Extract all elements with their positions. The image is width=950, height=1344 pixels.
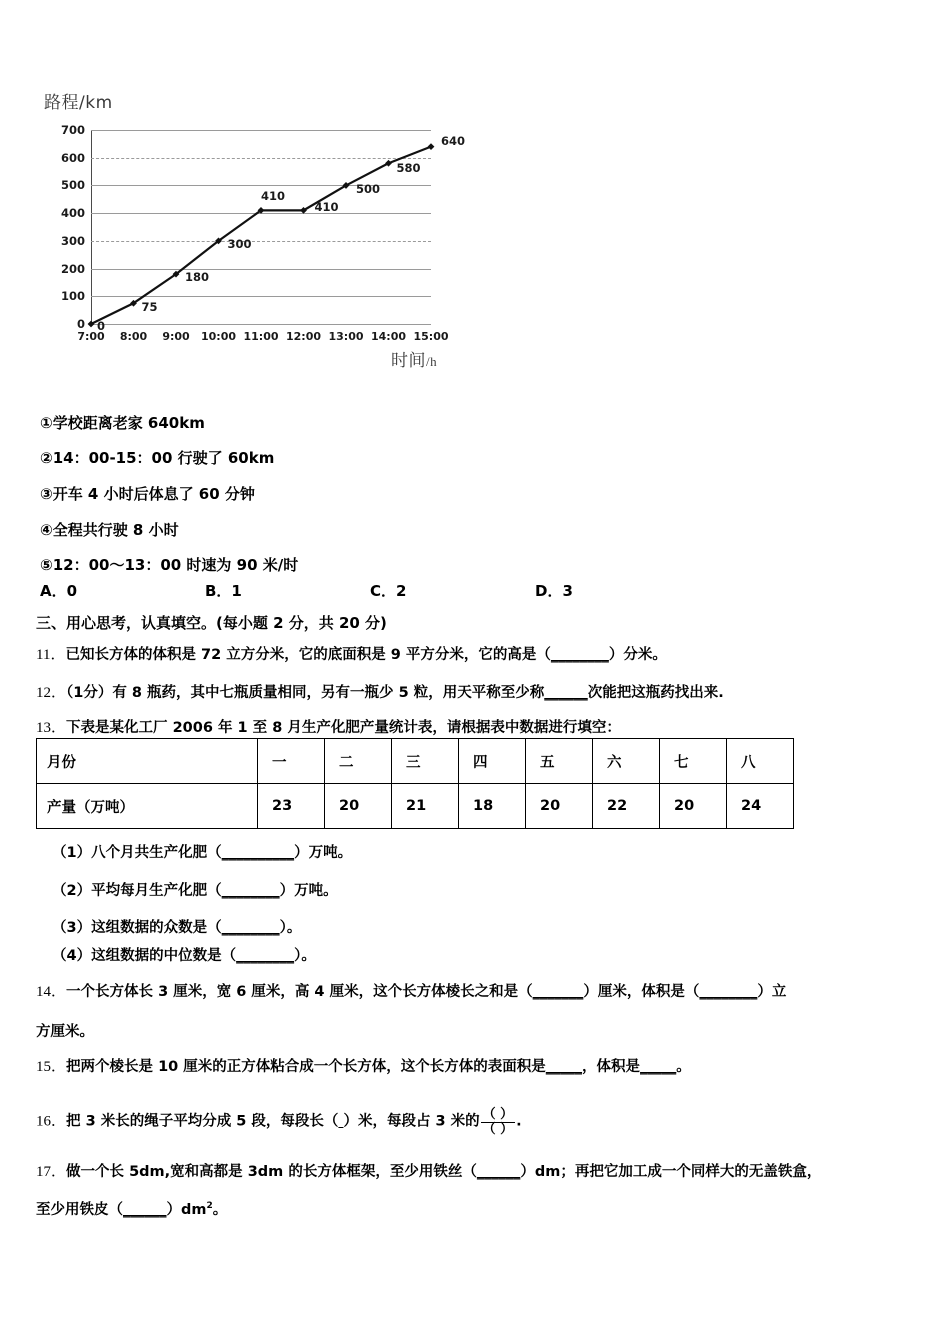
statement-2-text: 14：00‐15：00 行驶了 60km: [52, 449, 275, 467]
table-row-header-output: 产量（万吨）: [37, 784, 258, 829]
question-15-text-a: 把两个棱长是 10 厘米的正方体粘合成一个长方体，这个长方体的表面积是: [66, 1059, 546, 1075]
option-a[interactable]: A．0: [40, 582, 78, 600]
question-16-fraction-denominator[interactable]: （ ）: [482, 1121, 514, 1137]
y-tick-700: 700: [60, 123, 85, 137]
distance-time-chart: [36, 88, 496, 388]
x-axis-title-text: 时间: [391, 351, 426, 371]
question-14-line-1: [36, 980, 786, 1001]
question-13-sub-3-tail: ）。: [279, 920, 302, 936]
question-17-blank-2[interactable]: ______: [123, 1202, 167, 1218]
table-cell-month-1: 一: [258, 739, 325, 784]
question-14-blank-2[interactable]: ________: [699, 984, 758, 1000]
question-14-text-a: 一个长方体长 3 厘米，宽 6 厘米，高 4 厘米，这个长方体棱长之和是（: [66, 984, 533, 1000]
question-17-line-2: [36, 1198, 227, 1219]
table-row-months: [37, 739, 794, 784]
table-row-header-month: 月份: [37, 739, 258, 784]
fertilizer-production-table: [36, 738, 794, 829]
y-tick-0: 0: [76, 317, 85, 331]
statement-2: [40, 447, 274, 468]
data-label-1400: 580: [396, 161, 421, 176]
statement-5: [40, 554, 298, 575]
table-cell-value-1: 23: [258, 784, 325, 829]
statement-3-text: 开车 4 小时后体息了 60 分钟: [52, 485, 255, 503]
y-tick-400: 400: [60, 206, 85, 221]
question-17-text-b: ）dm；再把它加工成一个同样大的无盖铁盒，: [520, 1164, 822, 1180]
question-11-number: 11．: [36, 647, 66, 663]
table-row-output: [37, 784, 794, 829]
question-13-sub-3-blank[interactable]: ________: [221, 920, 280, 936]
statement-5-text: 12：00～13：00 时速为 90 米/时: [52, 556, 299, 574]
question-11-blank[interactable]: ________: [550, 647, 609, 663]
statement-4-text: 全程共行驶 8 小时: [52, 521, 179, 539]
question-17-text-e: 。: [212, 1202, 228, 1218]
question-17-text-c: 至少用铁皮（: [36, 1202, 123, 1218]
x-axis-unit: /h: [426, 354, 438, 369]
question-14-text-b: ）厘米，体积是（: [583, 984, 700, 1000]
data-label-1100: 410: [261, 189, 286, 204]
question-14-line-2: [36, 1020, 94, 1041]
table-cell-month-8: 八: [727, 739, 794, 784]
question-13-sub-3: [52, 916, 301, 937]
statement-3: [40, 483, 255, 504]
statement-4: [40, 519, 179, 540]
table-cell-value-4: 18: [459, 784, 526, 829]
question-15: [36, 1055, 691, 1076]
y-tick-200: 200: [60, 261, 85, 276]
x-tick-800: 8:00: [119, 330, 148, 343]
question-15-blank-2[interactable]: _____: [640, 1059, 677, 1075]
question-13-number: 13．: [36, 720, 67, 736]
question-16-fraction[interactable]: [481, 1108, 516, 1136]
chart-y-axis-title: 路程/km: [44, 93, 113, 113]
table-cell-value-7: 20: [660, 784, 727, 829]
question-11: [36, 643, 667, 664]
table-cell-value-5: 20: [526, 784, 593, 829]
statement-1-marker: ①: [40, 414, 53, 432]
x-tick-1000: 10:00: [200, 330, 237, 343]
data-label-1500: 640: [441, 133, 466, 148]
question-15-text-c: 。: [676, 1059, 691, 1075]
question-16-number: 16．: [36, 1113, 67, 1130]
question-14-text-d: 方厘米。: [36, 1024, 94, 1040]
question-11-text-a: 已知长方体的体积是 72 立方分米，它的底面积是 9 平方分米，它的高是（: [65, 647, 551, 663]
question-15-blank-1[interactable]: _____: [545, 1059, 583, 1075]
x-tick-1500: 15:00: [413, 330, 449, 343]
data-label-1200: 410: [314, 200, 339, 215]
question-17-superscript: 2: [206, 1201, 213, 1212]
option-b[interactable]: B．1: [205, 582, 242, 600]
table-cell-month-2: 二: [325, 739, 392, 784]
question-12-text-b: 次能把这瓶药找出来.: [587, 685, 724, 701]
section-heading-three: 三、用心思考，认真填空。(每小题 2 分，共 20 分): [36, 614, 387, 632]
question-13-sub-2: [52, 879, 338, 900]
table-cell-value-8: 24: [727, 784, 794, 829]
question-13-sub-4-label: （4）这组数据的中位数是（: [52, 948, 237, 964]
question-13-sub-2-tail: ）万吨。: [279, 883, 338, 899]
statement-1-text: 学校距离老家 640km: [52, 414, 205, 432]
question-13-sub-2-label: （2）平均每月生产化肥（: [52, 883, 222, 899]
table-cell-value-6: 22: [593, 784, 660, 829]
data-label-1000: 300: [227, 236, 252, 251]
question-14-number: 14．: [36, 984, 67, 1000]
table-cell-value-3: 21: [392, 784, 459, 829]
x-tick-1400: 14:00: [370, 330, 407, 343]
data-label-800: 75: [141, 300, 158, 315]
question-17-text-d: ）dm: [166, 1202, 207, 1218]
chart-plot-area: [60, 123, 466, 343]
question-12-number: 12．: [36, 685, 67, 701]
question-17-text-a: 做一个长 5dm,宽和高都是 3dm 的长方体框架，至少用铁丝（: [66, 1164, 477, 1180]
data-label-700: 0: [97, 319, 106, 333]
table-cell-month-3: 三: [392, 739, 459, 784]
question-12: [36, 681, 724, 702]
question-11-text-b: ）分米。: [608, 647, 667, 663]
question-15-text-b: ，体积是: [582, 1059, 641, 1075]
option-d[interactable]: D．3: [535, 582, 573, 600]
question-13-sub-4: [52, 944, 316, 965]
y-tick-600: 600: [60, 150, 85, 165]
chart-series-line: [91, 130, 431, 324]
data-label-1300: 500: [356, 182, 381, 197]
question-16: [36, 1108, 522, 1136]
question-17-number: 17．: [36, 1164, 67, 1180]
x-tick-1300: 13:00: [328, 330, 364, 343]
table-cell-month-4: 四: [459, 739, 526, 784]
question-13-sub-4-tail: ）。: [294, 948, 316, 964]
question-16-text-c: .: [516, 1113, 522, 1130]
x-tick-900: 9:00: [162, 330, 190, 343]
x-tick-1100: 11:00: [243, 330, 279, 343]
question-15-number: 15．: [36, 1059, 67, 1075]
question-12-blank[interactable]: ______: [544, 685, 588, 701]
table-cell-month-7: 七: [660, 739, 727, 784]
table-cell-value-2: 20: [325, 784, 392, 829]
statement-2-marker: ②: [40, 449, 53, 467]
statement-5-marker: ⑤: [40, 556, 53, 574]
question-16-text-b: ）米，每段占 3 米的: [343, 1113, 480, 1130]
y-tick-300: 300: [60, 233, 85, 248]
question-16-fraction-numerator[interactable]: （ ）: [482, 1107, 514, 1122]
question-12-text-a: （1分）有 8 瓶药，其中七瓶质量相同，另有一瓶少 5 粒，用天平称至少称: [66, 685, 545, 701]
table-cell-month-6: 六: [593, 739, 660, 784]
question-13: [36, 716, 621, 737]
question-13-sub-1-tail: ）万吨。: [294, 845, 353, 861]
y-tick-500: 500: [60, 178, 85, 193]
data-point-1500: [428, 143, 435, 150]
gridline-0: [91, 324, 431, 325]
x-tick-700: 7:00: [77, 330, 105, 343]
table-cell-month-5: 五: [526, 739, 593, 784]
question-13-text: 下表是某化工厂 2006 年 1 至 8 月生产化肥产量统计表，请根据表中数据进行填空：: [66, 720, 621, 736]
y-tick-100: 100: [60, 289, 85, 304]
question-13-sub-1-blank[interactable]: __________: [221, 845, 295, 861]
question-13-sub-1-label: （1）八个月共生产化肥（: [52, 845, 222, 861]
chart-x-axis-title: [391, 346, 437, 371]
question-14-blank-1[interactable]: _______: [532, 984, 584, 1000]
option-c[interactable]: C．2: [370, 582, 407, 600]
data-label-900: 180: [185, 270, 210, 285]
question-13-sub-1: [52, 841, 352, 862]
question-17-line-1: [36, 1160, 821, 1181]
statement-1: [40, 412, 205, 433]
question-17-blank-1[interactable]: ______: [476, 1164, 521, 1180]
question-13-sub-2-blank[interactable]: ________: [221, 883, 280, 899]
question-13-sub-4-blank[interactable]: ________: [236, 948, 295, 964]
answer-options: [40, 580, 700, 601]
x-tick-1200: 12:00: [285, 330, 322, 343]
statement-4-marker: ④: [40, 521, 53, 539]
question-14-text-c: ）立: [757, 984, 787, 1000]
question-16-text-a: 把 3 米长的绳子平均分成 5 段，每段长（: [66, 1113, 339, 1130]
question-13-sub-3-label: （3）这组数据的众数是（: [52, 920, 222, 936]
statement-3-marker: ③: [40, 485, 53, 503]
